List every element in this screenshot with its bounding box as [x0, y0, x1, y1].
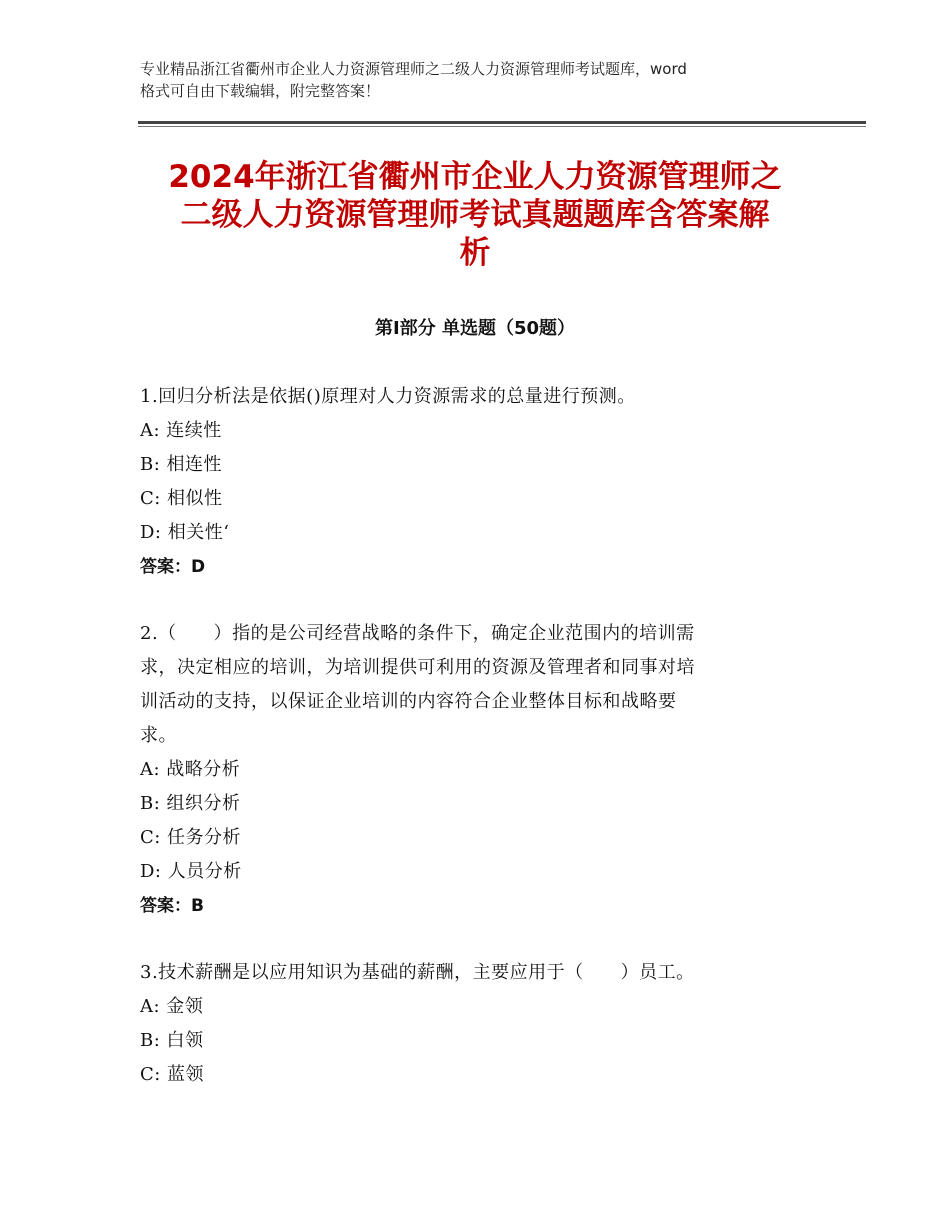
- option-b: B: 组织分析: [140, 793, 241, 814]
- question-spacer: [140, 584, 840, 617]
- header-note-line-1: 专业精品浙江省衢州市企业人力资源管理师之二级人力资源管理师考试题库，word: [140, 60, 687, 78]
- option-b: B: 白领: [140, 1030, 204, 1051]
- question-2: [140, 617, 840, 923]
- question-spacer: [140, 923, 840, 956]
- option-c: C: 相似性: [140, 488, 223, 509]
- header-note-line-2: 格式可自由下载编辑，附完整答案！: [140, 82, 381, 100]
- document-title: [110, 158, 840, 272]
- header-divider-thick: [138, 121, 866, 124]
- question-1: [140, 380, 840, 584]
- option-c: C: 蓝领: [140, 1064, 205, 1085]
- question-3: [140, 956, 840, 1092]
- question-list: [140, 380, 840, 1092]
- question-stem: 求。: [140, 725, 177, 746]
- option-a: A: 金领: [140, 996, 204, 1017]
- header-note: [140, 58, 830, 102]
- answer-label: 答案：B: [140, 896, 204, 916]
- option-d: D: 人员分析: [140, 861, 242, 882]
- option-b: B: 相连性: [140, 454, 223, 475]
- question-stem: 1.回归分析法是依据()原理对人力资源需求的总量进行预测。: [140, 386, 636, 407]
- header-divider-thin: [138, 126, 866, 127]
- document-title-line-2: 二级人力资源管理师考试真题题库含答案解: [180, 197, 770, 233]
- question-stem: 2.（ ）指的是公司经营战略的条件下，确定企业范围内的培训需: [140, 623, 695, 644]
- answer-label: 答案：D: [140, 557, 206, 577]
- option-a: A: 连续性: [140, 420, 222, 441]
- document-title-line-3: 析: [459, 235, 491, 271]
- option-c: C: 任务分析: [140, 827, 242, 848]
- option-d: D: 相关性‘: [140, 522, 230, 543]
- section-title: 第Ⅰ部分 单选题（50题）: [374, 318, 575, 339]
- document-title-line-1: 2024年浙江省衢州市企业人力资源管理师之: [168, 159, 782, 195]
- question-stem: 训活动的支持，以保证企业培训的内容符合企业整体目标和战略要: [140, 691, 677, 712]
- option-a: A: 战略分析: [140, 759, 241, 780]
- question-stem: 3.技术薪酬是以应用知识为基础的薪酬，主要应用于（ ）员工。: [140, 962, 695, 983]
- question-stem: 求，决定相应的培训，为培训提供可利用的资源及管理者和同事对培: [140, 657, 695, 678]
